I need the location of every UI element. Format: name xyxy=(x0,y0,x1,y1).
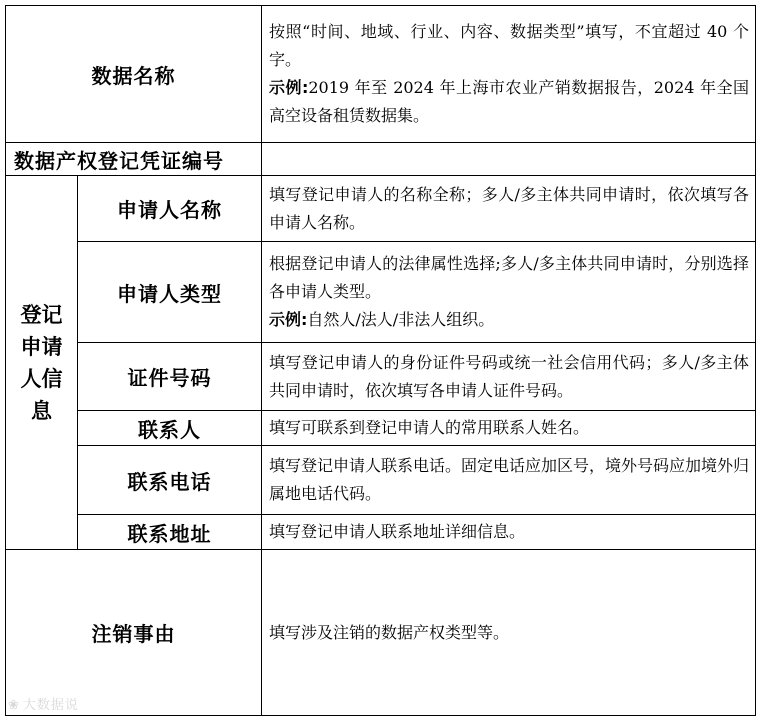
data-name-desc-text: 按照“时间、地域、行业、内容、数据类型”填写，不宜超过 40 个字。 xyxy=(269,22,749,69)
table-row xyxy=(6,446,756,515)
cert-number-value xyxy=(262,143,756,176)
example-label: 示例: xyxy=(269,310,308,329)
applicant-type-description xyxy=(262,242,756,343)
applicant-type-label: 申请人类型 xyxy=(78,242,262,343)
applicant-type-example-text: 自然人/法人/非法人组织。 xyxy=(307,310,495,329)
table-row xyxy=(6,143,756,176)
contact-address-label: 联系地址 xyxy=(78,515,262,550)
group-label-line: 人信 xyxy=(20,366,63,391)
applicant-name-label: 申请人名称 xyxy=(78,176,262,242)
table-row xyxy=(6,411,756,446)
id-number-label: 证件号码 xyxy=(78,343,262,411)
cert-number-label: 数据产权登记凭证编号 xyxy=(6,143,262,176)
group-label-line: 息 xyxy=(31,398,52,423)
table-row xyxy=(6,242,756,343)
cancel-reason-description: 填写涉及注销的数据产权类型等。 xyxy=(262,550,756,716)
group-label-line: 登记 xyxy=(20,302,63,327)
table-row xyxy=(6,515,756,550)
group-label-line: 申请 xyxy=(20,334,63,359)
watermark-text: 大数据说 xyxy=(22,698,79,713)
watermark xyxy=(8,694,79,713)
example-label: 示例: xyxy=(269,78,309,97)
table-row xyxy=(6,550,756,716)
applicant-name-description: 填写登记申请人的名称全称；多人/多主体共同申请时，依次填写各申请人名称。 xyxy=(262,176,756,242)
table-row xyxy=(6,343,756,411)
data-name-description xyxy=(262,6,756,143)
applicant-type-example xyxy=(269,306,749,334)
cancel-reason-label: 注销事由 xyxy=(6,550,262,716)
registration-form-table xyxy=(5,5,756,716)
table-row xyxy=(6,176,756,242)
data-name-example xyxy=(269,74,749,130)
contact-address-description: 填写登记申请人联系地址详细信息。 xyxy=(262,515,756,550)
table-row xyxy=(6,6,756,143)
id-number-description: 填写登记申请人的身份证件号码或统一社会信用代码；多人/多主体共同申请时，依次填写各申请人证件号码。 xyxy=(262,343,756,411)
applicant-type-desc-text: 根据登记申请人的法律属性选择;多人/多主体共同申请时，分别选择各申请人类型。 xyxy=(269,254,749,301)
data-name-example-text: 2019 年至 2024 年上海市农业产销数据报告，2024 年全国高空设备租赁数据集。 xyxy=(269,78,749,125)
contact-phone-label: 联系电话 xyxy=(78,446,262,515)
contact-person-description: 填写可联系到登记申请人的常用联系人姓名。 xyxy=(262,411,756,446)
contact-phone-description: 填写登记申请人联系电话。固定电话应加区号，境外号码应加境外归属地电话代码。 xyxy=(262,446,756,515)
data-name-label: 数据名称 xyxy=(6,6,262,143)
watermark-logo-icon: ❀ xyxy=(8,698,20,713)
contact-person-label: 联系人 xyxy=(78,411,262,446)
applicant-info-group-label xyxy=(6,176,78,550)
